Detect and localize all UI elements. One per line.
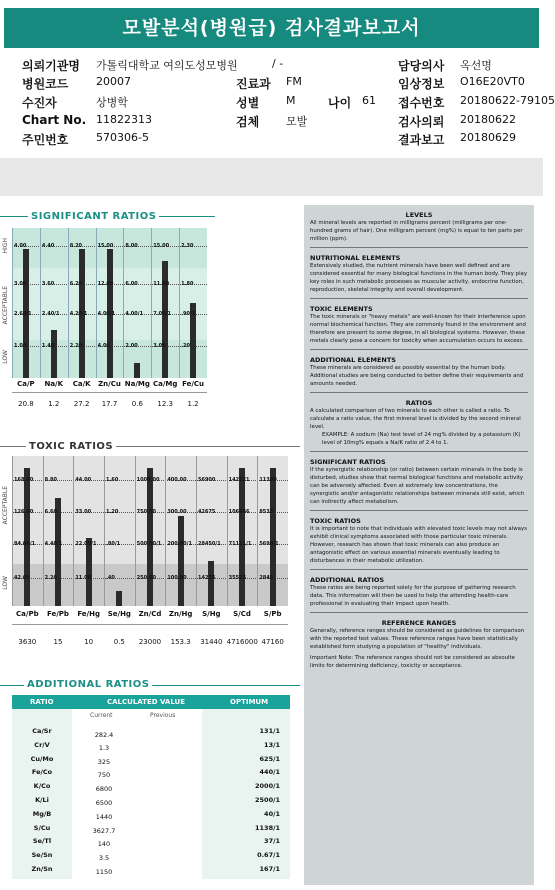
- department-label: 진료과: [236, 77, 271, 91]
- optimum-value: 37/1: [264, 837, 280, 846]
- scale-label: 126.00: [14, 509, 34, 515]
- toxic-elements-heading: TOXIC ELEMENTS: [310, 305, 373, 313]
- column-divider: [151, 228, 152, 378]
- specimen-value: 모발: [286, 115, 308, 128]
- current-value: 3627.7: [92, 826, 116, 835]
- toxic-title: TOXIC RATIOS: [26, 441, 116, 452]
- ratios-heading: RATIOS: [405, 399, 433, 407]
- receipt-no-label: 접수번호: [398, 96, 445, 110]
- scale-label: 200.00/1: [167, 541, 192, 547]
- scale-label: 8.20: [69, 243, 83, 249]
- sex-value: M: [286, 94, 296, 107]
- scale-label: 4.00/1: [97, 311, 116, 317]
- ratio-name: K/Co: [33, 782, 51, 791]
- column-divider: [73, 456, 74, 606]
- nutritional-text: Extensively studied, the nutrient minerals have been well defined and are considered essential for many biological functions in the human body. They play key roles in such metabolic processes as muscular activity, endocrine function, reproduction, skeletal integrity and overall development.: [310, 263, 528, 293]
- column-divider: [43, 456, 44, 606]
- scale-label: 2.20: [44, 575, 57, 581]
- column-divider: [68, 228, 69, 378]
- column-value: 12.3: [157, 400, 173, 408]
- scale-label: 44.00: [75, 477, 92, 483]
- current-value: 325: [97, 757, 111, 766]
- ratios-example: EXAMPLE: A sodium (Na) test level of 24 mg% divided by a potassium (K) level of 10mg% equals a Na/K ratio of 2.4 to 1.: [322, 432, 521, 446]
- column-divider: [12, 456, 13, 606]
- column-divider: [257, 456, 258, 606]
- scale-label: 4.20/1: [69, 311, 88, 317]
- scale-label: 42675: [198, 509, 216, 515]
- additional-table-header: [12, 695, 290, 709]
- current-value: 6800: [95, 785, 113, 794]
- ratio-bar: [208, 561, 214, 606]
- col-previous-subheader: Previous: [150, 712, 176, 719]
- clinical-info-value: O16E20VT0: [460, 75, 525, 88]
- optimum-value: 40/1: [264, 809, 280, 818]
- column-value: 17.7: [101, 400, 118, 408]
- column-name: Zn/Hg: [168, 610, 193, 618]
- footer-divider: [12, 392, 207, 393]
- hospital-code-value: 20007: [96, 75, 131, 88]
- scale-label: 5690/1: [259, 541, 279, 547]
- scale-label: 11380: [259, 477, 277, 483]
- column-divider: [96, 228, 97, 378]
- column-name: Zn/Cd: [138, 610, 162, 618]
- column-name: S/Pb: [263, 610, 282, 618]
- column-divider: [123, 228, 124, 378]
- scale-label: 6.60: [44, 509, 57, 515]
- table-row: [12, 808, 290, 821]
- scale-label: 4.40/1: [44, 541, 63, 547]
- scale-label: 4.00: [14, 243, 27, 249]
- column-name: Se/Hg: [107, 610, 131, 618]
- nutritional-heading: NUTRITIONAL ELEMENTS: [310, 254, 401, 262]
- scale-label: .40: [106, 575, 115, 581]
- scale-label: 1.40: [41, 343, 55, 349]
- optimum-value: 167/1: [259, 865, 280, 873]
- scale-label: 2845: [259, 575, 274, 581]
- table-row: [12, 794, 290, 807]
- age-value: 61: [362, 94, 376, 107]
- scale-label: 12.00: [97, 281, 114, 287]
- scale-label: 3.00: [153, 343, 166, 349]
- current-value: 1440: [95, 812, 113, 821]
- ratio-name: Se/Sn: [31, 851, 53, 860]
- scale-label: 500.00/1: [136, 541, 162, 547]
- table-row: [12, 753, 290, 766]
- column-divider: [196, 456, 197, 606]
- scale-label: 168.00: [14, 477, 34, 483]
- scale-label: 400.00: [167, 477, 187, 483]
- col-optimum-header: OPTIMUM: [230, 698, 269, 706]
- sex-label: 성별: [236, 96, 260, 110]
- column-value: 153.3: [170, 638, 191, 646]
- column-name: Ca/K: [72, 380, 91, 388]
- age-label: 나이: [328, 96, 352, 110]
- title-bar: [0, 0, 543, 54]
- column-value: 4716000: [226, 638, 258, 646]
- column-name: Fe/Hg: [77, 610, 100, 618]
- scale-label: 22.00/1: [75, 541, 97, 547]
- column-divider: [40, 228, 41, 378]
- scale-label: 2.40/1: [41, 311, 60, 317]
- column-value: 1.2: [48, 400, 60, 408]
- column-value: 47160: [261, 638, 284, 646]
- ratio-bar: [24, 468, 30, 606]
- scale-label: 6.00: [125, 281, 138, 287]
- scale-label: 15.00: [97, 243, 114, 249]
- scale-label: 4.40: [41, 243, 55, 249]
- col-calculated-header: CALCULATED VALUE: [107, 698, 186, 706]
- current-value: 750: [97, 771, 111, 780]
- additional-elements-heading: ADDITIONAL ELEMENTS: [310, 356, 396, 364]
- table-row: [12, 766, 290, 779]
- column-value: 0.5: [113, 638, 125, 646]
- optimum-value: 2000/1: [255, 782, 280, 791]
- scale-label: 84.00/1: [14, 541, 36, 547]
- significant-title: SIGNIFICANT RATIOS: [28, 211, 159, 222]
- column-divider: [227, 456, 228, 606]
- optimum-value: 131/1: [259, 727, 280, 735]
- report-title: 모발분석(병원급) 검사결과보고서: [4, 8, 539, 48]
- column-name: Ca/Mg: [153, 380, 178, 388]
- resident-id-label: 주민번호: [22, 133, 69, 147]
- significant-header: [0, 210, 215, 226]
- patient-value: 상병학: [96, 96, 128, 109]
- significant-ratios-chart: [12, 228, 207, 378]
- scale-label: 8535: [259, 509, 274, 515]
- ratio-name: Zn/Sn: [31, 865, 53, 873]
- scale-label: 28450/1: [198, 541, 221, 547]
- hospital-code-label: 병원코드: [22, 77, 69, 91]
- optimum-value: 440/1: [259, 768, 280, 777]
- table-row: [12, 822, 290, 835]
- ratio-bar: [270, 468, 276, 606]
- institution-value: 가톨릭대학교 여의도성모병원: [96, 59, 238, 72]
- scale-label: .90/1: [181, 311, 196, 317]
- column-value: 23000: [138, 638, 162, 646]
- ratio-bar: [239, 468, 245, 606]
- ratio-name: Fe/Co: [31, 768, 53, 777]
- clinical-info-label: 임상정보: [398, 77, 445, 91]
- col-ratio-header: RATIO: [30, 698, 54, 706]
- current-value: 282.4: [94, 731, 114, 739]
- ratio-name: Ca/Sr: [32, 727, 52, 735]
- column-value: 20.8: [18, 400, 34, 408]
- scale-label: 14225: [198, 575, 216, 581]
- scale-label: 42.00: [14, 575, 30, 581]
- institution-label: 의뢰기관명: [22, 59, 80, 73]
- ratio-bar: [51, 330, 57, 378]
- scale-label: 750.00: [136, 509, 156, 515]
- scale-label: 1.80: [181, 281, 194, 287]
- optimum-value: 625/1: [259, 754, 280, 763]
- column-divider: [12, 228, 13, 378]
- toxic-header: [0, 440, 300, 456]
- ratio-name: Se/Tl: [32, 837, 52, 846]
- ratio-bar: [86, 538, 92, 606]
- scale-label: 8.00: [125, 243, 138, 249]
- table-row: [12, 835, 290, 848]
- column-value: 1.2: [187, 400, 199, 408]
- toxic-zone-acceptable-label: ACCEPTABLE: [2, 486, 9, 525]
- scale-label: 250.00: [136, 575, 156, 581]
- ratio-name: Cr/V: [34, 740, 50, 749]
- ratio-name: Cu/Mo: [30, 754, 54, 763]
- table-row: [12, 863, 290, 876]
- scale-label: 8.80: [44, 477, 57, 483]
- toxic-ratios-heading: TOXIC RATIOS: [310, 517, 361, 525]
- ratio-bar: [134, 363, 140, 378]
- table-row: [12, 739, 290, 752]
- scale-label: 11.00: [75, 575, 92, 581]
- scale-label: 1.20: [106, 509, 119, 515]
- dept-extra-value: / -: [272, 57, 284, 70]
- column-name: Fe/Pb: [47, 610, 69, 618]
- resident-id-value: 570306-5: [96, 131, 149, 144]
- levels-text: All mineral levels are reported in milligrams percent (milligrams per one-hundred grams of hair). One milligram percent (mg%) is equal to ten parts per million (ppm).: [310, 220, 523, 242]
- ratio-name: K/Li: [35, 796, 49, 804]
- header-info: [0, 54, 555, 154]
- column-value: 31440: [200, 638, 223, 646]
- column-divider: [104, 456, 105, 606]
- current-value: 140: [97, 840, 111, 849]
- scale-label: 71111/1: [228, 541, 252, 547]
- column-value: 10: [84, 638, 94, 646]
- scale-label: 11.00: [153, 281, 170, 287]
- zone-high-label: HIGH: [2, 238, 9, 254]
- result-date-value: 20180629: [460, 131, 516, 144]
- chart-no-label: Chart No.: [22, 113, 87, 127]
- doctor-label: 담당의사: [398, 59, 445, 73]
- scale-label: 7.00/1: [153, 311, 171, 317]
- table-row: [12, 780, 290, 793]
- optimum-value: 2500/1: [255, 796, 280, 804]
- scale-label: 33.00: [75, 509, 92, 515]
- scale-label: 1000.00: [136, 477, 160, 483]
- scale-label: .20: [181, 343, 190, 349]
- column-name: S/Cd: [233, 610, 251, 618]
- scale-label: 2.30: [181, 243, 194, 249]
- column-value: 0.6: [131, 400, 143, 408]
- information-panel: [304, 205, 534, 885]
- scale-label: 2.60/1: [14, 311, 32, 317]
- scale-label: 2.00: [125, 343, 138, 349]
- footer-divider: [12, 624, 288, 625]
- additional-elements-text: These minerals are considered as possibly essential by the human body. Additional studies are being conducted to better define their requirements and amounts needed.: [310, 365, 524, 387]
- toxic-ratios-chart: [12, 456, 288, 606]
- column-divider: [179, 228, 180, 378]
- current-value: 3.5: [98, 854, 110, 863]
- scale-label: 142221: [228, 477, 250, 483]
- significant-footer: [12, 378, 207, 416]
- scale-label: 3.60: [41, 281, 55, 287]
- scan-top-band: [0, 158, 543, 196]
- toxic-zone-labels: [0, 456, 12, 606]
- scale-label: 56900: [198, 477, 216, 483]
- scale-label: 35555: [228, 575, 247, 581]
- column-name: Na/K: [44, 380, 64, 388]
- toxic-zone-low-label: LOW: [2, 576, 9, 590]
- reference-ranges-heading: REFERENCE RANGES: [381, 619, 457, 627]
- ratio-bar: [162, 261, 168, 378]
- important-note-text: Important Note: The reference ranges should not be considered as absoulte limits for determining deficiency, toxicity or acceptance.: [310, 655, 515, 669]
- zone-low-label: LOW: [2, 350, 9, 364]
- ratio-bar: [147, 468, 153, 606]
- column-name: Ca/Pb: [16, 610, 39, 618]
- significant-ratios-heading: SIGNIFICANT RATIOS: [310, 458, 386, 466]
- table-row: [12, 725, 290, 738]
- patient-label: 수진자: [22, 96, 57, 110]
- current-value: 1.3: [98, 743, 110, 752]
- request-date-label: 검사의뢰: [398, 115, 445, 129]
- optimum-value: 1138/1: [255, 823, 280, 832]
- column-divider: [165, 456, 166, 606]
- scale-label: .80/1: [106, 541, 121, 547]
- scale-label: 300.00: [167, 509, 187, 515]
- zone-acceptable-label: ACCEPTABLE: [2, 286, 9, 325]
- current-value: 1150: [95, 868, 113, 876]
- column-value: 15: [53, 638, 63, 646]
- column-name: Na/Mg: [124, 380, 150, 388]
- request-date-value: 20180622: [460, 113, 516, 126]
- column-name: S/Hg: [202, 610, 221, 618]
- specimen-label: 검체: [236, 115, 260, 129]
- ratios-text: A calculated comparison of two minerals to each other is called a ratio. To calculate a ratio value, the first mineral level is divided by the second mineral level.: [310, 408, 521, 430]
- scale-label: 3.00: [14, 281, 27, 287]
- chart-no-value: 11822313: [96, 113, 152, 126]
- levels-heading: LEVELS: [405, 211, 433, 219]
- result-date-label: 결과보고: [398, 133, 445, 147]
- doctor-value: 옥선명: [460, 59, 492, 72]
- column-name: Zn/Cu: [98, 380, 121, 388]
- additional-ratios-text: These ratios are being reported solely for the purpose of gathering research data. This information will then be used to help the attending health-care professional in evaluating their impact upon health.: [310, 585, 516, 607]
- additional-table-body: [12, 709, 290, 879]
- toxic-ratios-text: It is important to note that individuals with elevated toxic levels may not always exhibit clinical symptoms associated with those particular toxic minerals. However, research has shown that toxic minerals can also produce an antagonistic effect on various essential minerals eventually leading to disturbances in their metabolic utilization.: [310, 526, 527, 564]
- scale-label: 2.20: [69, 343, 83, 349]
- additional-title: ADDITIONAL RATIOS: [24, 679, 152, 690]
- optimum-value: 0.67/1: [257, 851, 280, 860]
- toxic-elements-text: The toxic minerals or "heavy metals" are well-known for their interference upon normal biochemical function. They are commonly found in the environment and therefore are present to some degree, in all biological systems. However, these metals clearly pose a concern for toxicity when accumulation occurs to excess.: [310, 314, 526, 344]
- significant-zone-labels: [0, 228, 12, 378]
- ratio-bar: [116, 591, 122, 606]
- column-value: 27.2: [73, 400, 90, 408]
- column-name: Ca/P: [17, 380, 35, 388]
- scale-label: 1.60: [106, 477, 119, 483]
- column-value: 3630: [18, 638, 37, 646]
- department-value: FM: [286, 75, 302, 88]
- reference-ranges-text: Generally, reference ranges should be considered as guidelines for comparison with the reported test values. These reference ranges have been statistically established form studying a population of "healthy" individuals.: [310, 628, 525, 650]
- current-value: 6500: [95, 799, 113, 807]
- receipt-no-value: 20180622-79105: [460, 94, 555, 107]
- additional-ratios-heading: ADDITIONAL RATIOS: [310, 576, 385, 584]
- column-name: Fe/Cu: [182, 380, 205, 388]
- optimum-value: 13/1: [264, 740, 280, 749]
- scale-label: 15.00: [153, 243, 170, 249]
- scale-label: 100.00: [167, 575, 187, 581]
- ratio-name: S/Cu: [33, 823, 51, 832]
- scale-label: 6.20: [69, 281, 83, 287]
- scale-label: 1.00: [14, 343, 27, 349]
- additional-header: [0, 678, 300, 694]
- col-current-subheader: Current: [90, 712, 113, 719]
- column-divider: [135, 456, 136, 606]
- significant-ratios-text: If the synergistic relationship (or ratio) between certain minerals in the body is disturbed, studies show that normal biological functions and metabolic activity can be adversely affected. Even at extremely low concentrations, the synergistic and/or antagonistic relationships between minerals still exist, which can indirectly affect metabolism.: [310, 467, 525, 505]
- ratio-bar: [178, 516, 184, 606]
- table-row: [12, 849, 290, 862]
- ratio-name: Mg/B: [32, 809, 52, 818]
- scale-label: 106666: [228, 509, 250, 515]
- toxic-footer: [12, 606, 288, 654]
- scale-label: 4.00: [97, 343, 110, 349]
- scale-label: 4.00/1: [125, 311, 144, 317]
